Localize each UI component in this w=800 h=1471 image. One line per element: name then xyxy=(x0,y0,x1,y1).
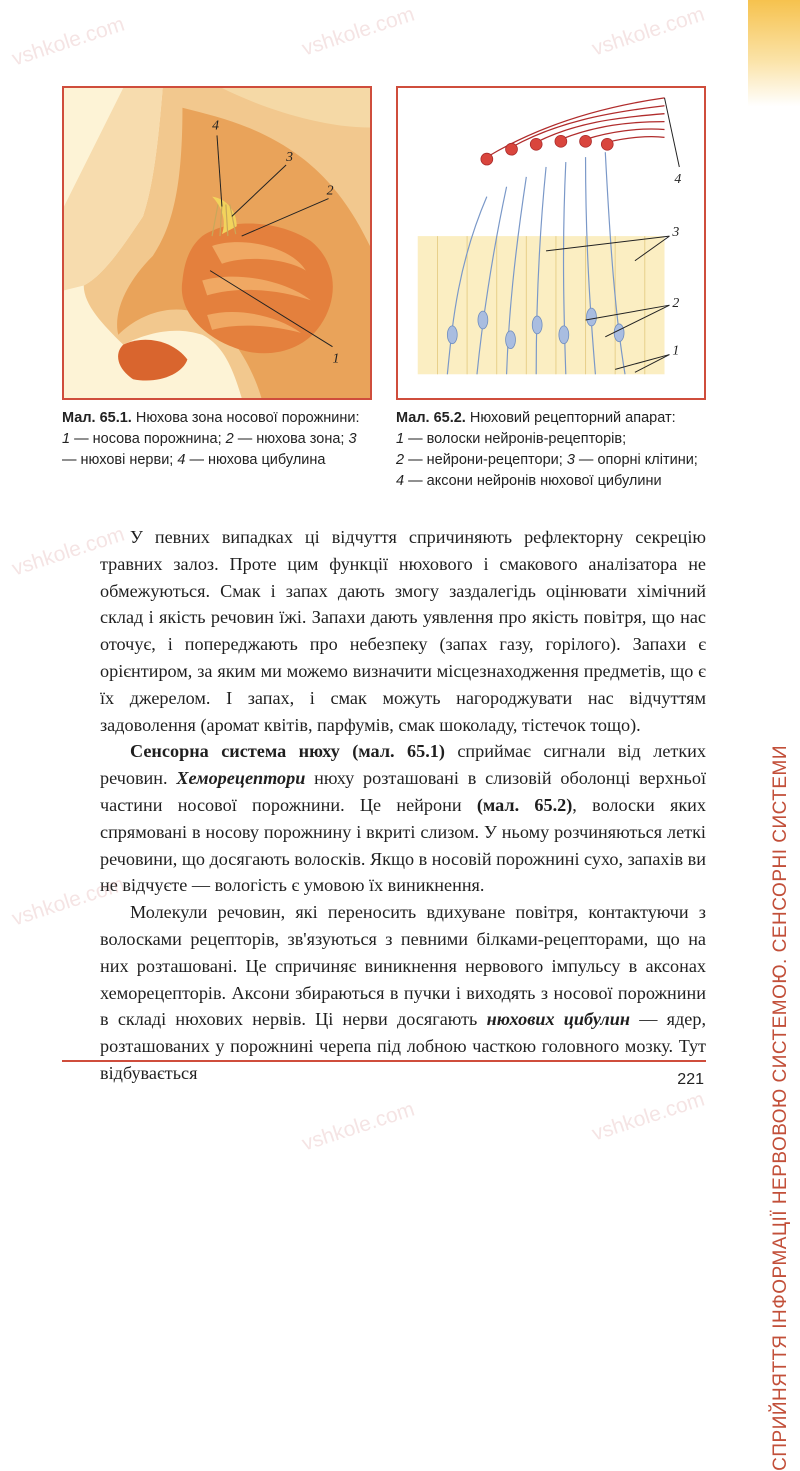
text-run: нюху розташовані в слизовій оболонці верхньої частини носової порожнини. Це нейрони xyxy=(100,768,706,815)
section-title: СПРИЙНЯТТЯ ІНФОРМАЦІЇ НЕРВОВОЮ СИСТЕМОЮ. СЕНСОРНІ СИСТЕМИ xyxy=(770,745,791,1471)
caption-num: 3 xyxy=(566,452,575,468)
caption-text: Нюхова зона носової порожнини: xyxy=(135,410,360,426)
figure-65-2-caption xyxy=(396,408,701,492)
watermark: vshkole.com xyxy=(9,872,128,931)
caption-item: — нюхова зона; xyxy=(233,431,345,447)
figure-65-1 xyxy=(62,86,372,400)
caption-num: 4 xyxy=(396,473,405,489)
caption-item: — нейрони-рецептори; xyxy=(404,452,563,468)
text-run: сприймає сигнали від летких речовин. xyxy=(100,741,707,789)
caption-item: — опорні клітини; xyxy=(574,452,698,468)
body-text xyxy=(100,524,706,1087)
nasal-cavity-illustration xyxy=(64,88,370,398)
term-bold: Сенсорна система нюху (мал. 65.1) xyxy=(130,741,445,762)
caption-title: Мал. 65.1. xyxy=(62,410,132,426)
caption-text: Нюховий рецепторний апарат: xyxy=(469,410,676,426)
fig1-label-3: 3 xyxy=(286,149,294,165)
watermark: vshkole.com xyxy=(589,1087,708,1146)
fig1-label-2: 2 xyxy=(326,182,334,198)
fig2-label-1: 1 xyxy=(672,342,680,358)
figure-65-1-caption xyxy=(62,408,362,471)
caption-num: 2 xyxy=(396,452,405,468)
paragraph-2 xyxy=(100,738,706,899)
fig2-label-4: 4 xyxy=(674,170,682,186)
receptor-apparatus-illustration xyxy=(398,88,704,398)
side-tab xyxy=(748,0,800,760)
caption-item: — волоски нейронів-рецепторів; xyxy=(404,431,627,447)
page-number: 221 xyxy=(677,1071,704,1088)
caption-item: — нюхова цибулина xyxy=(185,452,326,468)
term-olfactory-bulbs: нюхових цибулин xyxy=(486,1009,630,1030)
term-chemoreceptors: Хеморецептори xyxy=(176,768,306,789)
paragraph-1: У певних випадках ці відчуття спричиняють рефлекторну секрецію травних залоз. Проте цим функції нюхового і смакового аналізатора не обмежуються. Смак і запах дають змогу заздалегідь оцінювати хімічний склад і якість речовин їжі. Запахи дають уявлення про якість повітря, що нас оточує, і попереджають про небезпеку (запах газу, горілого). Запахи є орієнтиром, за яким ми можемо визначити місцезнаходження предметів, що є їх джерелом. І запах, і смак можуть нагороджувати нас відчуттям задоволення (аромат квітів, парфумів, смак шоколаду, тістечок тощо). xyxy=(100,527,706,735)
caption-num: 2 xyxy=(225,431,234,447)
watermark: vshkole.com xyxy=(299,2,418,61)
fig1-label-4: 4 xyxy=(212,117,219,133)
caption-item: — нюхові нерви; xyxy=(62,452,174,468)
footer-rule xyxy=(62,1060,706,1062)
fig1-label-1: 1 xyxy=(332,350,340,366)
text-run: Молекули речовин, які переносить вдихуване повітря, контактуючи з волосками рецепторів, зв'язуються з певними білками-рецепторами, що на них розташовані. Це спричиняє виникнення нервового імпульсу в аксонах хеморецепторів. Аксони збираються в пучки і виходять з носової порожнини в складі нюхових нервів. Ці нерви досягають xyxy=(100,902,706,1030)
figure-65-2 xyxy=(396,86,706,400)
figure-ref: (мал. 65.2) xyxy=(476,794,573,815)
fig2-label-3: 3 xyxy=(672,224,680,240)
text-run: — ядер, розташованих у порожнині черепа під лобною часткою головного мозку. Тут відбувається xyxy=(100,1009,706,1083)
caption-item: — аксони нейронів нюхової цибулини xyxy=(404,473,662,489)
watermark: vshkole.com xyxy=(9,12,128,71)
caption-item: — носова порожнина; xyxy=(70,431,222,447)
caption-num: 1 xyxy=(62,431,71,447)
watermark: vshkole.com xyxy=(9,522,128,581)
caption-title: Мал. 65.2. xyxy=(396,410,466,426)
caption-num: 1 xyxy=(396,431,405,447)
text-run: , волоски яких спрямовані в носову порожнину і вкриті слизом. У ньому розчиняються леткі речовини, що досягають волосків. Якщо в носовій порожнині сухо, запахів ви не відчуєте — вологість є умовою їх виникнення. xyxy=(100,794,706,896)
fig2-label-2: 2 xyxy=(672,295,680,311)
watermark: vshkole.com xyxy=(589,2,708,61)
paragraph-3 xyxy=(100,899,706,1087)
watermark: vshkole.com xyxy=(299,1097,418,1156)
caption-num: 4 xyxy=(177,452,186,468)
caption-num: 3 xyxy=(348,431,357,447)
